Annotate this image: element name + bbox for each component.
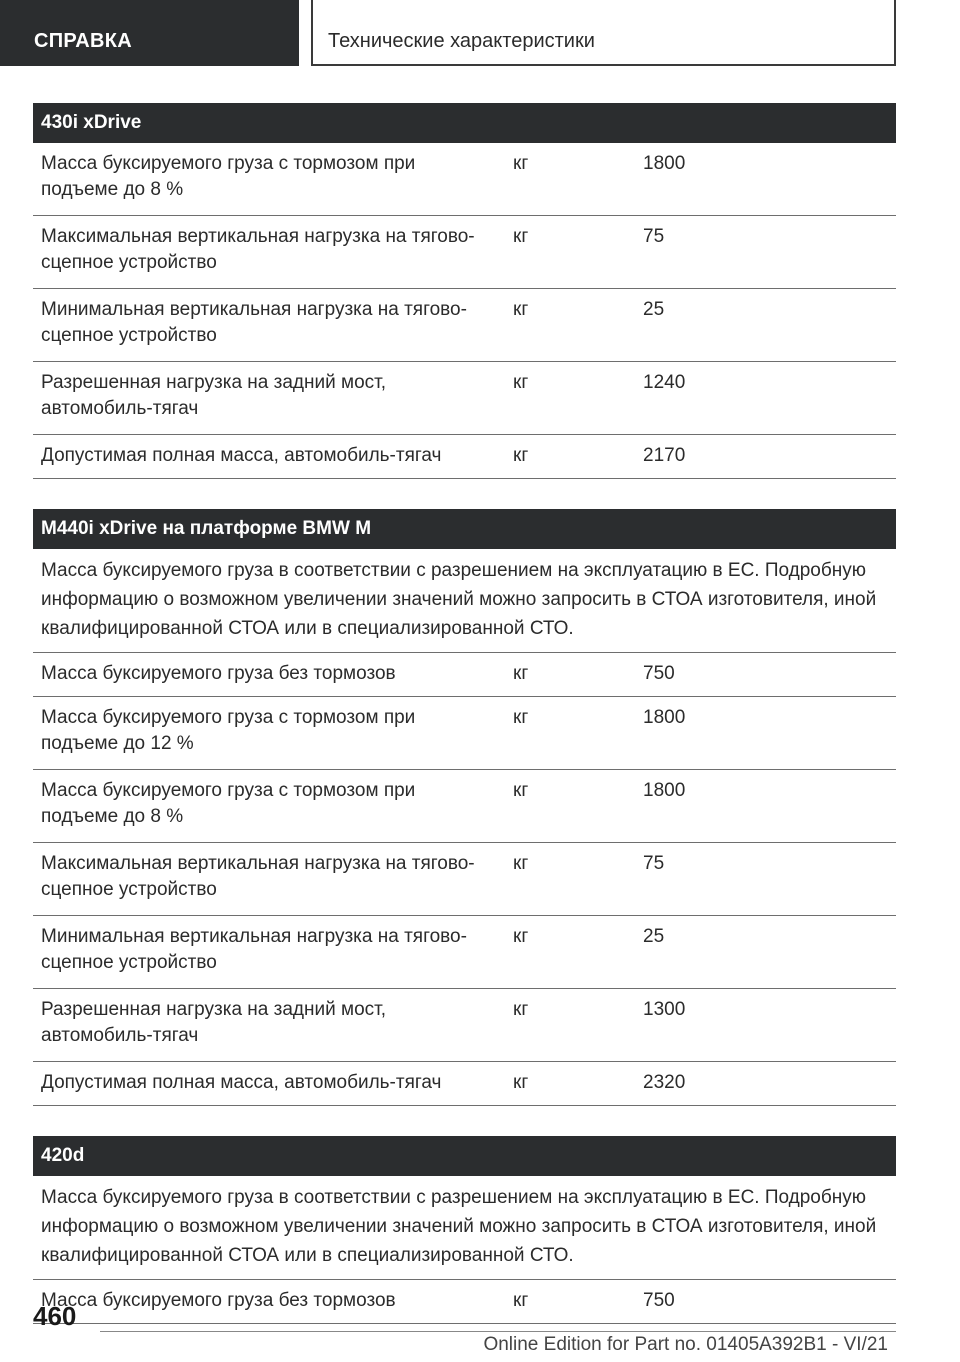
- edition-note: Online Edition for Part no. 01405A392B1 - VI/21: [483, 1334, 888, 1355]
- row-unit: кг: [513, 853, 529, 874]
- table-row: [33, 1062, 896, 1106]
- row-label: Минимальная вертикальная нагрузка на тягово-сцепное устройство: [41, 926, 467, 973]
- row-unit: кг: [513, 663, 529, 684]
- row-value: 750: [643, 663, 675, 684]
- chapter-title: Технические характеристики: [328, 30, 595, 52]
- row-unit: кг: [513, 226, 529, 247]
- row-label: Допустимая полная масса, автомобиль-тягач: [41, 445, 442, 466]
- row-value: 2320: [643, 1072, 686, 1093]
- row-value: 25: [643, 926, 665, 947]
- row-label: Масса буксируемого груза с тормозом при подъеме до 8 %: [41, 780, 416, 827]
- section-heading: 430i xDrive: [33, 103, 896, 143]
- row-label: Максимальная вертикальная нагрузка на тягово-сцепное устройство: [41, 853, 475, 900]
- row-value: 75: [643, 853, 665, 874]
- row-value: 750: [643, 1290, 675, 1311]
- spec-content: [33, 103, 896, 1354]
- row-value: 1240: [643, 372, 686, 393]
- table-row: [33, 1280, 896, 1324]
- table-row: [33, 362, 896, 435]
- table-row: [33, 216, 896, 289]
- row-unit: кг: [513, 1072, 529, 1093]
- spec-section-420d: [33, 1136, 896, 1324]
- section-heading: 420d: [33, 1136, 896, 1176]
- table-row: [33, 143, 896, 216]
- table-row: [33, 697, 896, 770]
- row-unit: кг: [513, 780, 529, 801]
- section-tab: [0, 0, 299, 66]
- row-unit: кг: [513, 926, 529, 947]
- row-unit: кг: [513, 707, 529, 728]
- page-number: 460: [33, 1301, 77, 1331]
- row-label: Масса буксируемого груза с тормозом при подъеме до 12 %: [41, 707, 416, 754]
- section-heading: M440i xDrive на платформе BMW M: [33, 509, 896, 549]
- row-value: 1800: [643, 780, 686, 801]
- footer-divider: [100, 1331, 896, 1332]
- section-note: Масса буксируемого груза в соответствии с разрешением на эксплуатацию в ЕС. Подробную информацию о возможном увеличении значений можно запросить в СТОА изготовителя, иной квалифицированной СТОА или в специализированной СТО.: [33, 549, 896, 653]
- row-value: 2170: [643, 445, 686, 466]
- section-note: Масса буксируемого груза в соответствии с разрешением на эксплуатацию в ЕС. Подробную информацию о возможном увеличении значений можно запросить в СТОА изготовителя, иной квалифицированной СТОА или в специализированной СТО.: [33, 1176, 896, 1280]
- row-label: Масса буксируемого груза с тормозом при подъеме до 8 %: [41, 153, 416, 200]
- row-label: Разрешенная нагрузка на задний мост, автомобиль-тягач: [41, 999, 387, 1046]
- row-label: Масса буксируемого груза без тормозов: [41, 663, 396, 684]
- spec-section-430i: [33, 103, 896, 479]
- table-row: [33, 916, 896, 989]
- table-row: [33, 289, 896, 362]
- row-value: 1300: [643, 999, 686, 1020]
- table-row: [33, 435, 896, 479]
- row-value: 75: [643, 226, 665, 247]
- row-unit: кг: [513, 445, 529, 466]
- row-label: Масса буксируемого груза без тормозов: [41, 1290, 396, 1311]
- chapter-tab: [311, 0, 896, 66]
- row-label: Максимальная вертикальная нагрузка на тягово-сцепное устройство: [41, 226, 475, 273]
- table-row: [33, 843, 896, 916]
- table-row: [33, 989, 896, 1062]
- page-header: [0, 0, 960, 66]
- row-unit: кг: [513, 1290, 529, 1311]
- row-value: 25: [643, 299, 665, 320]
- row-unit: кг: [513, 372, 529, 393]
- table-row: [33, 770, 896, 843]
- spec-section-m440i: [33, 509, 896, 1106]
- row-label: Разрешенная нагрузка на задний мост, автомобиль-тягач: [41, 372, 387, 419]
- row-value: 1800: [643, 707, 686, 728]
- row-unit: кг: [513, 999, 529, 1020]
- row-unit: кг: [513, 153, 529, 174]
- row-value: 1800: [643, 153, 686, 174]
- row-label: Допустимая полная масса, автомобиль-тягач: [41, 1072, 442, 1093]
- section-title: СПРАВКА: [34, 30, 133, 52]
- table-row: [33, 653, 896, 697]
- row-unit: кг: [513, 299, 529, 320]
- row-label: Минимальная вертикальная нагрузка на тягово-сцепное устройство: [41, 299, 467, 346]
